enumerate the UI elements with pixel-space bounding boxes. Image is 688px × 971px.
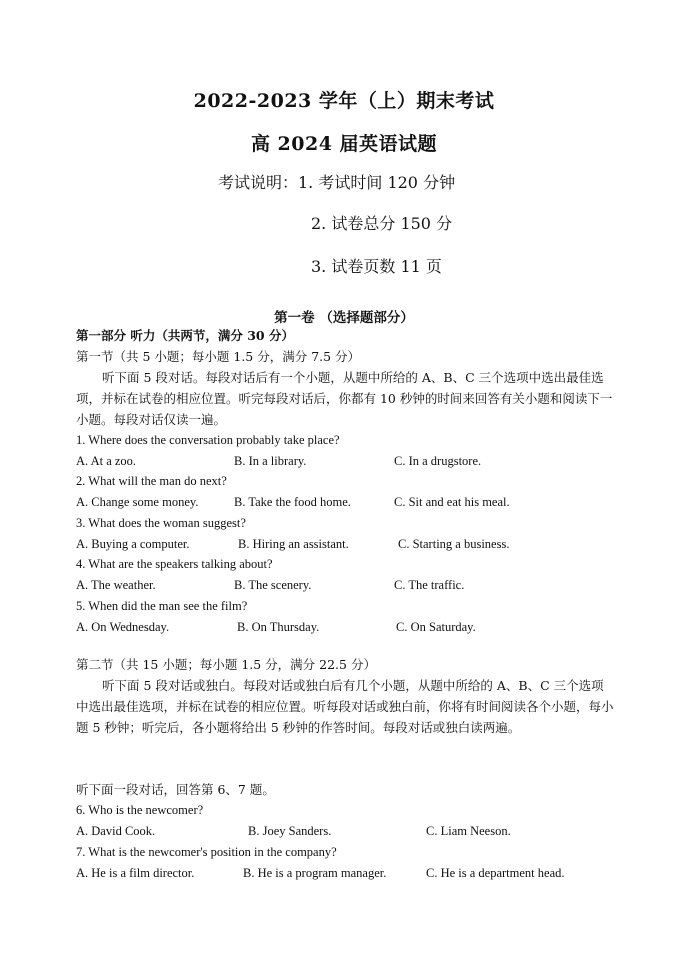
question-2: 2. What will the man do next? [76, 474, 227, 488]
question-5-option-a: A. On Wednesday. [76, 620, 170, 634]
volume-heading: 第一卷 （选择题部分） [274, 310, 414, 326]
part1-heading: 第一部分 听力（共两节，满分 30 分） [76, 328, 294, 343]
question-4-option-c: C. The traffic. [394, 578, 465, 592]
section2-heading: 第二节（共 15 小题；每小题 1.5 分，满分 22.5 分） [76, 657, 376, 672]
question-1: 1. Where does the conversation probably take place? [76, 433, 340, 447]
group-intro: 听下面一段对话，回答第 6、7 题。 [76, 782, 275, 797]
question-1-option-c: C. In a drugstore. [394, 454, 482, 468]
exam-note-time: 考试说明：1. 考试时间 120 分钟 [218, 173, 456, 192]
question-7-option-b: B. He is a program manager. [243, 866, 387, 880]
question-5-option-b: B. On Thursday. [237, 620, 320, 634]
question-1-option-b: B. In a library. [234, 454, 307, 468]
question-7-option-a: A. He is a film director. [76, 866, 195, 880]
question-2-option-a: A. Change some money. [76, 495, 199, 509]
question-7-option-c: C. He is a department head. [426, 866, 565, 880]
question-5-option-c: C. On Saturday. [396, 620, 476, 634]
question-3-option-c: C. Starting a business. [398, 537, 510, 551]
section1-heading: 第一节（共 5 小题；每小题 1.5 分，满分 7.5 分） [76, 349, 361, 364]
exam-note-score: 2. 试卷总分 150 分 [311, 214, 453, 233]
question-1-option-a: A. At a zoo. [76, 454, 137, 468]
question-4: 4. What are the speakers talking about? [76, 557, 273, 571]
section1-instruction: 听下面 5 段对话。每段对话后有一个小题，从题中所给的 A、B、C 三个选项中选出最佳选项，并标在试卷的相应位置。听完每段对话后，你都有 10 秒钟的时间来回答有关小题和阅读下一小题。每段对话仅读一遍。 [76, 370, 613, 427]
question-6: 6. Who is the newcomer? [76, 803, 204, 817]
exam-note-pages: 3. 试卷页数 11 页 [311, 257, 442, 276]
question-3: 3. What does the woman suggest? [76, 516, 246, 530]
question-4-option-b: B. The scenery. [234, 578, 312, 592]
section2-instruction: 听下面 5 段对话或独白。每段对话或独白后有几个小题，从题中所给的 A、B、C 三个选项中选出最佳选项，并标在试卷的相应位置。听每段对话或独白前，你将有时间阅读各个小题，每小题 5 秒钟；听完后，各小题将给出 5 秒钟的作答时间。每段对话或独白读两遍。 [76, 678, 614, 735]
question-5: 5. When did the man see the film? [76, 599, 248, 613]
question-3-option-a: A. Buying a computer. [76, 537, 190, 551]
exam-title: 2022-2023 学年（上）期末考试 [193, 90, 495, 112]
question-6-option-a: A. David Cook. [76, 824, 156, 838]
question-2-option-c: C. Sit and eat his meal. [394, 495, 510, 509]
question-3-option-b: B. Hiring an assistant. [238, 537, 349, 551]
question-4-option-a: A. The weather. [76, 578, 156, 592]
question-6-option-b: B. Joey Sanders. [248, 824, 332, 838]
exam-subtitle: 高 2024 届英语试题 [250, 133, 438, 155]
question-2-option-b: B. Take the food home. [234, 495, 351, 509]
question-6-option-c: C. Liam Neeson. [426, 824, 511, 838]
question-7: 7. What is the newcomer's position in the company? [76, 845, 337, 859]
